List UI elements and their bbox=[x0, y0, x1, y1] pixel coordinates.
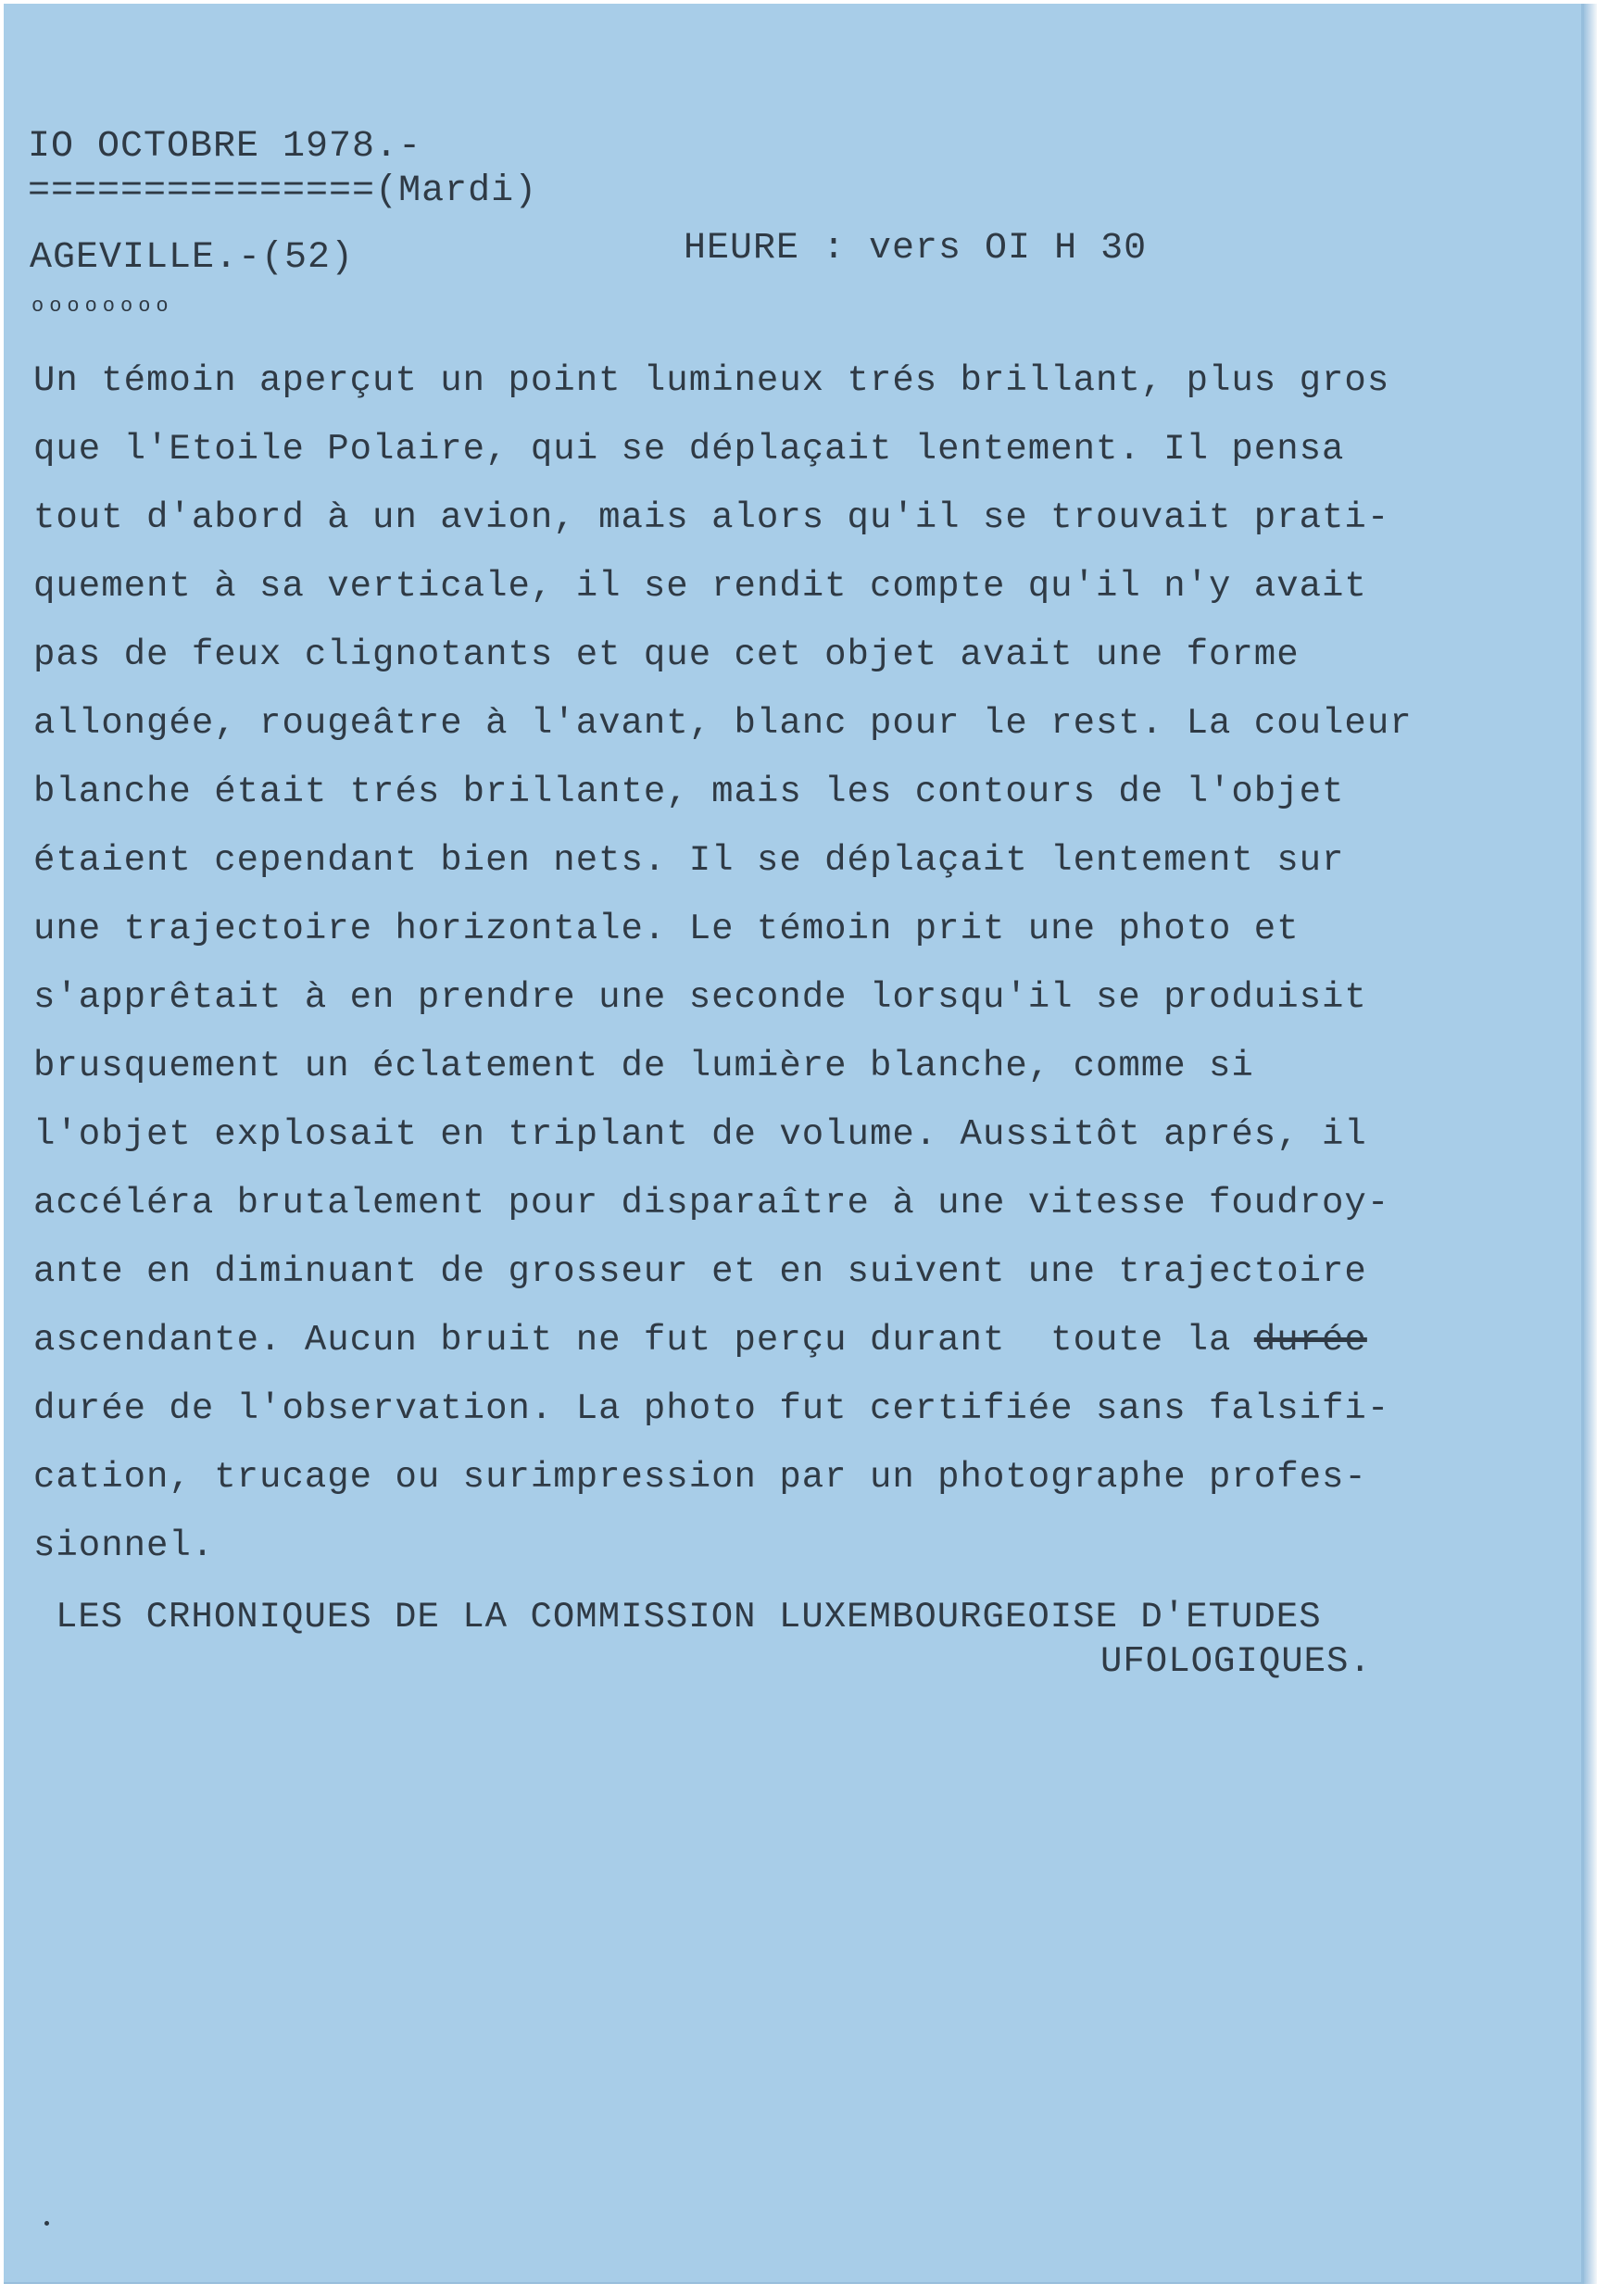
body-line: tout d'abord à un avion, mais alors qu'il se trouvait prati- bbox=[33, 497, 1390, 538]
source-credit-continued: UFOLOGIQUES. bbox=[1100, 1641, 1372, 1682]
body-line: durée de l'observation. La photo fut certifiée sans falsifi- bbox=[33, 1388, 1390, 1429]
body-line: cation, trucage ou surimpression par un photographe profes- bbox=[33, 1457, 1367, 1498]
body-line: accéléra brutalement pour disparaître à une vitesse foudroy- bbox=[33, 1183, 1390, 1223]
place-underline: oooooooo bbox=[31, 295, 174, 318]
body-line: blanche était trés brillante, mais les contours de l'objet bbox=[33, 772, 1345, 812]
struck-out-word: durée bbox=[1253, 1320, 1367, 1361]
body-line: quement à sa verticale, il se rendit compte qu'il n'y avait bbox=[33, 566, 1367, 607]
body-line: allongée, rougeâtre à l'avant, blanc pour le rest. La couleur bbox=[33, 703, 1413, 744]
body-line: sionnel. bbox=[33, 1525, 215, 1566]
body-line: brusquement un éclatement de lumière blanche, comme si bbox=[33, 1046, 1254, 1086]
date-rule: =============== bbox=[28, 170, 376, 212]
body-line: pas de feux clignotants et que cet objet avait une forme bbox=[33, 634, 1300, 675]
source-credit: LES CRHONIQUES DE LA COMMISSION LUXEMBOURGEOISE D'ETUDES bbox=[56, 1597, 1322, 1637]
body-line: s'apprêtait à en prendre une seconde lorsqu'il se produisit bbox=[33, 977, 1367, 1018]
report-date: IO OCTOBRE 1978.- bbox=[28, 126, 422, 168]
body-line: une trajectoire horizontale. Le témoin prit une photo et bbox=[33, 909, 1300, 949]
body-line: Un témoin aperçut un point lumineux trés brillant, plus gros bbox=[33, 360, 1390, 401]
body-line-with-strikeout bbox=[33, 1306, 1552, 1374]
body-line: que l'Etoile Polaire, qui se déplaçait lentement. Il pensa bbox=[33, 429, 1345, 470]
body-line: étaient cependant bien nets. Il se déplaçait lentement sur bbox=[33, 840, 1345, 881]
weekday: (Mardi) bbox=[375, 170, 538, 212]
report-time: HEURE : vers OI H 30 bbox=[684, 228, 1148, 270]
paper-speck bbox=[44, 2221, 49, 2226]
date-underline bbox=[28, 170, 537, 212]
report-place: AGEVILLE.-(52) bbox=[30, 237, 355, 279]
report-body bbox=[33, 346, 1552, 1580]
typed-page bbox=[4, 4, 1584, 2284]
body-line-text: ascendante. Aucun bruit ne fut perçu durant toute la bbox=[33, 1320, 1254, 1361]
body-line: ante en diminuant de grosseur et en suivent une trajectoire bbox=[33, 1251, 1367, 1292]
body-line: l'objet explosait en triplant de volume. Aussitôt aprés, il bbox=[33, 1114, 1367, 1155]
page-edge-shadow bbox=[1584, 4, 1597, 2284]
